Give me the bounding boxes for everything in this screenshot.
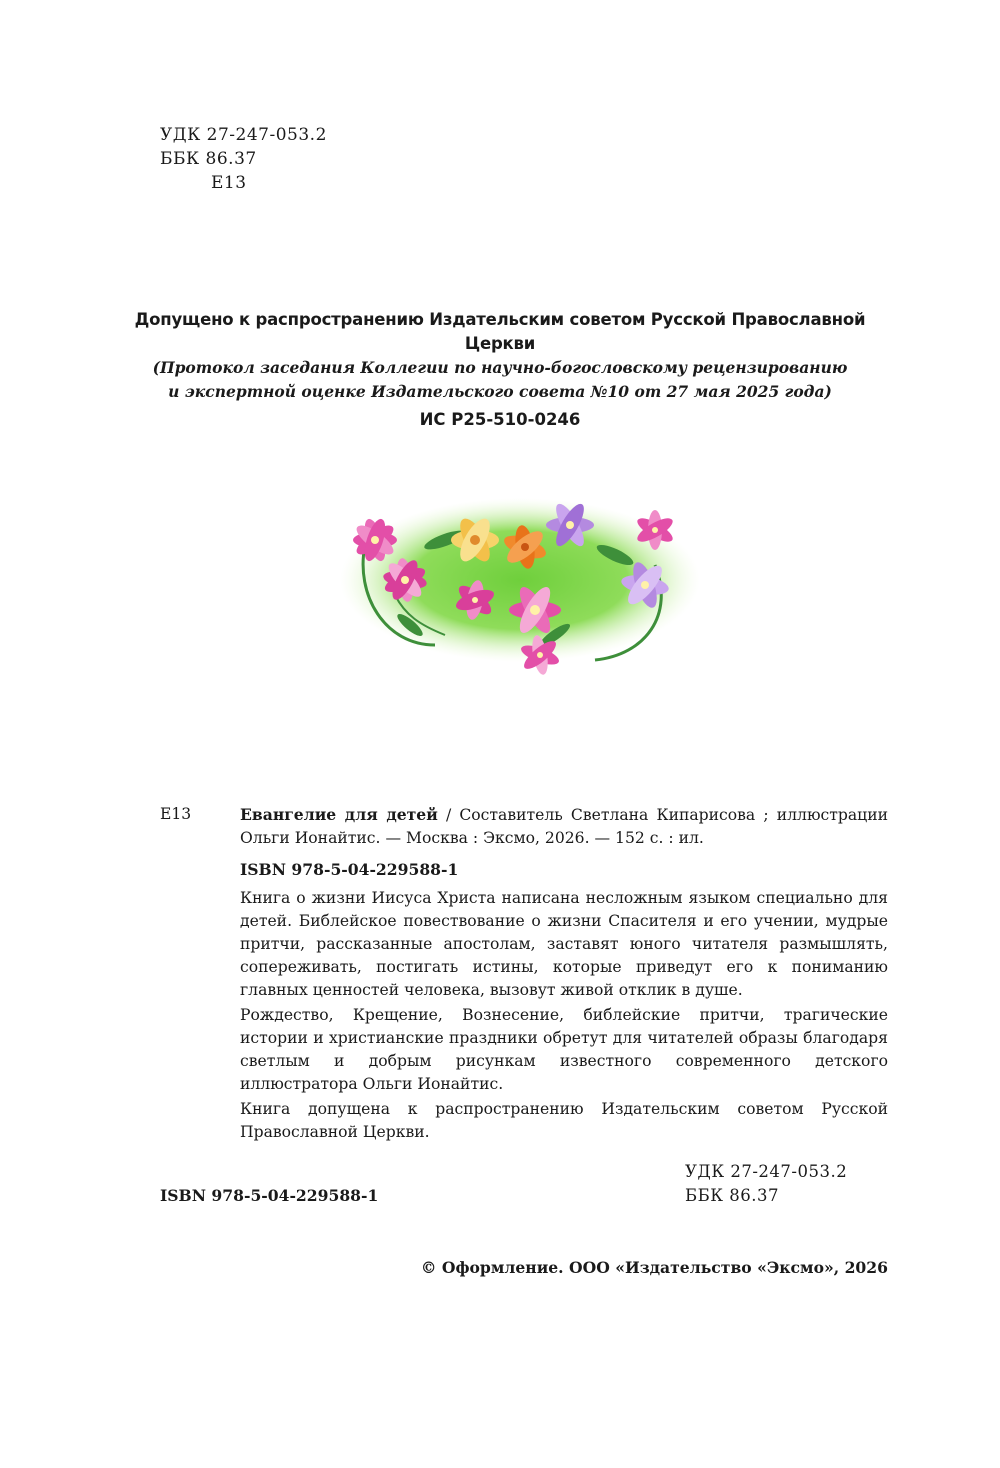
approval-protocol-line-1: (Протокол заседания Коллегии по научно-богословскому рецензированию xyxy=(152,358,848,377)
entry-text xyxy=(240,803,888,850)
bibliographic-entry xyxy=(160,803,888,850)
entry-author-sign: Е13 xyxy=(160,805,192,823)
udk-code: УДК 27-247-053.2 xyxy=(160,125,327,145)
udk-code: УДК 27-247-053.2 xyxy=(685,1162,848,1181)
entry-details: / Составитель Светлана Кипарисова ; иллюстрации Ольги Ионайтис. — Москва : Эксмо, 2026. — 152 с. : ил. xyxy=(240,806,888,847)
bbk-code: ББК 86.37 xyxy=(160,149,257,169)
author-sign: Е13 xyxy=(211,173,247,193)
bottom-classification-codes xyxy=(685,1160,847,1208)
approval-code: ИС Р25-510-0246 xyxy=(419,410,581,429)
copyright-notice: © Оформление. ООО «Издательство «Эксмо», 2026 xyxy=(420,1258,888,1277)
book-title: Евангелие для детей xyxy=(240,805,438,824)
bibliographic-record xyxy=(160,803,888,1144)
annotation-paragraph: Книга о жизни Иисуса Христа написана несложным языком специально для детей. Библейское повествование о жизни Спасителя и его учении, мудрые притчи, рассказанные апостолам, заставят юного читателя размышлять, сопереживать, постигать истины, которые приведут его к пониманию главных ценностей человека, вызовут живой отклик в душе. xyxy=(240,889,888,999)
entry-isbn: ISBN 978-5-04-229588-1 xyxy=(240,860,459,879)
annotation-paragraph: Рождество, Крещение, Вознесение, библейские притчи, трагические истории и христианские праздники обретут для читателей образы благодаря светлым и добрым рисункам известного современного детского иллюстратора Ольги Ионайтис. xyxy=(240,1006,888,1093)
bottom-isbn: ISBN 978-5-04-229588-1 xyxy=(160,1186,379,1205)
lily-wreath-illustration xyxy=(325,485,715,705)
approval-protocol-line-2: и экспертной оценке Издательского совета №10 от 27 мая 2025 года) xyxy=(168,382,832,401)
approval-statement xyxy=(100,308,900,432)
annotation-paragraph: Книга допущена к распространению Издательским советом Русской Православной Церкви. xyxy=(240,1100,888,1141)
bbk-code: ББК 86.37 xyxy=(685,1186,780,1205)
top-classification-codes xyxy=(160,123,327,195)
approval-title: Допущено к распространению Издательским советом Русской Православной Церкви xyxy=(134,310,866,353)
